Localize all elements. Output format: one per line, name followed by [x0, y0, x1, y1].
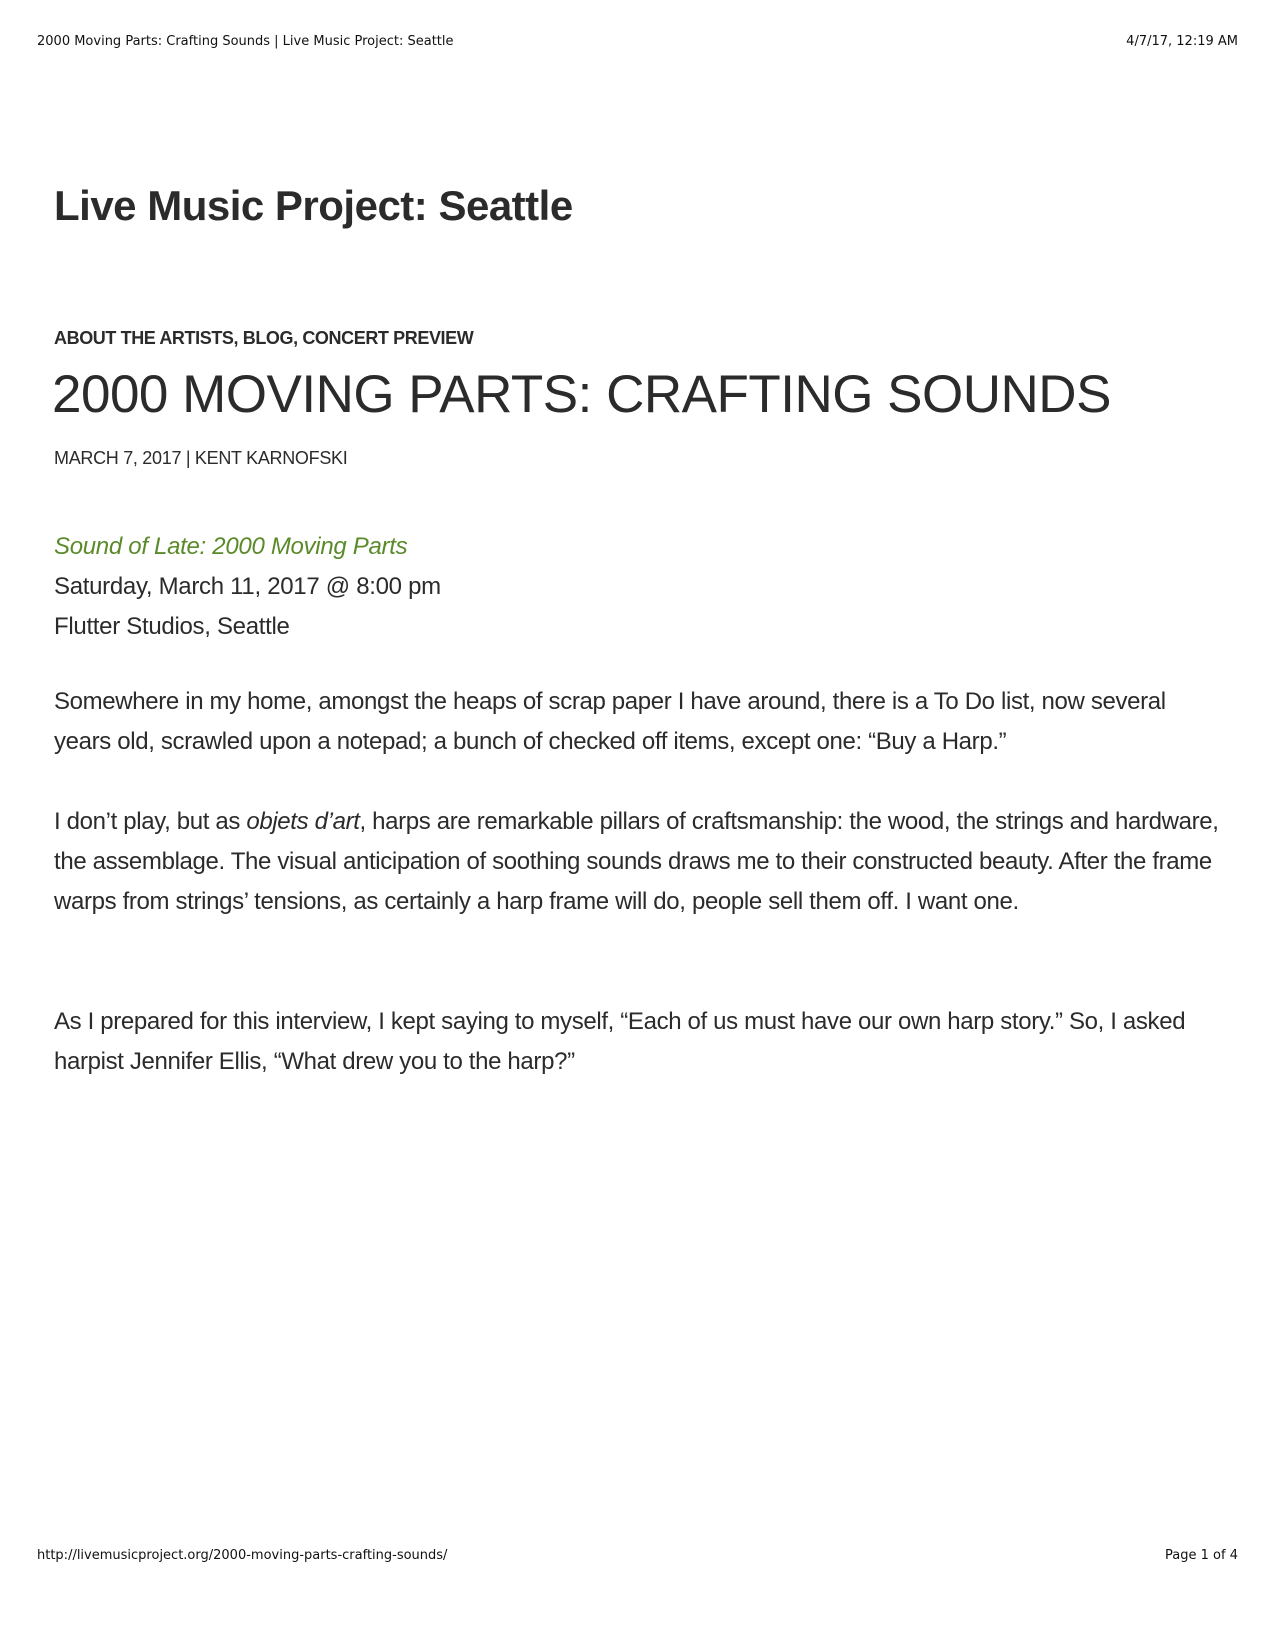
body-paragraph-1: Somewhere in my home, amongst the heaps of scrap paper I have around, there is a To Do list, now several years old, scrawled upon a notepad; a bunch of checked off items, except one: “Buy a Harp.”: [54, 688, 1166, 755]
event-name: Sound of Late: 2000 Moving Parts: [54, 533, 408, 560]
print-footer-url: http://livemusicproject.org/2000-moving-parts-crafting-sounds/: [37, 1548, 448, 1563]
site-title[interactable]: Live Music Project: Seattle: [54, 182, 573, 229]
print-footer-page-number: Page 1 of 4: [1165, 1548, 1238, 1563]
paragraph-2-italic: objets d’art: [246, 808, 360, 835]
paragraph-2-end: , harps are remarkable pillars of craftsmanship: the wood, the strings and hardware, the assemblage. The visual anticipation of soothing sounds draws me to their constructed beauty. After the frame warps from strings’ tensions, as certainly a harp frame will do, people sell them off. I want one.: [54, 808, 1219, 915]
print-header: [37, 34, 1238, 54]
print-header-page-title: 2000 Moving Parts: Crafting Sounds | Live Music Project: Seattle: [37, 34, 454, 49]
post-meta[interactable]: MARCH 7, 2017 | KENT KARNOFSKI: [54, 448, 348, 468]
post-categories[interactable]: ABOUT THE ARTISTS, BLOG, CONCERT PREVIEW: [54, 328, 474, 348]
body-paragraph-3: As I prepared for this interview, I kept saying to myself, “Each of us must have our own harp story.” So, I asked harpist Jennifer Ellis, “What drew you to the harp?”: [54, 1008, 1186, 1075]
paragraph-2-start: I don’t play, but as: [54, 808, 247, 835]
print-footer: [37, 1548, 1238, 1568]
print-header-timestamp: 4/7/17, 12:19 AM: [1126, 34, 1238, 49]
event-info: [54, 527, 1214, 647]
event-venue: Flutter Studios, Seattle: [54, 613, 290, 640]
body-paragraph-2: [54, 802, 1224, 922]
post-title: 2000 MOVING PARTS: CRAFTING SOUNDS: [52, 365, 1111, 424]
event-datetime: Saturday, March 11, 2017 @ 8:00 pm: [54, 573, 441, 600]
